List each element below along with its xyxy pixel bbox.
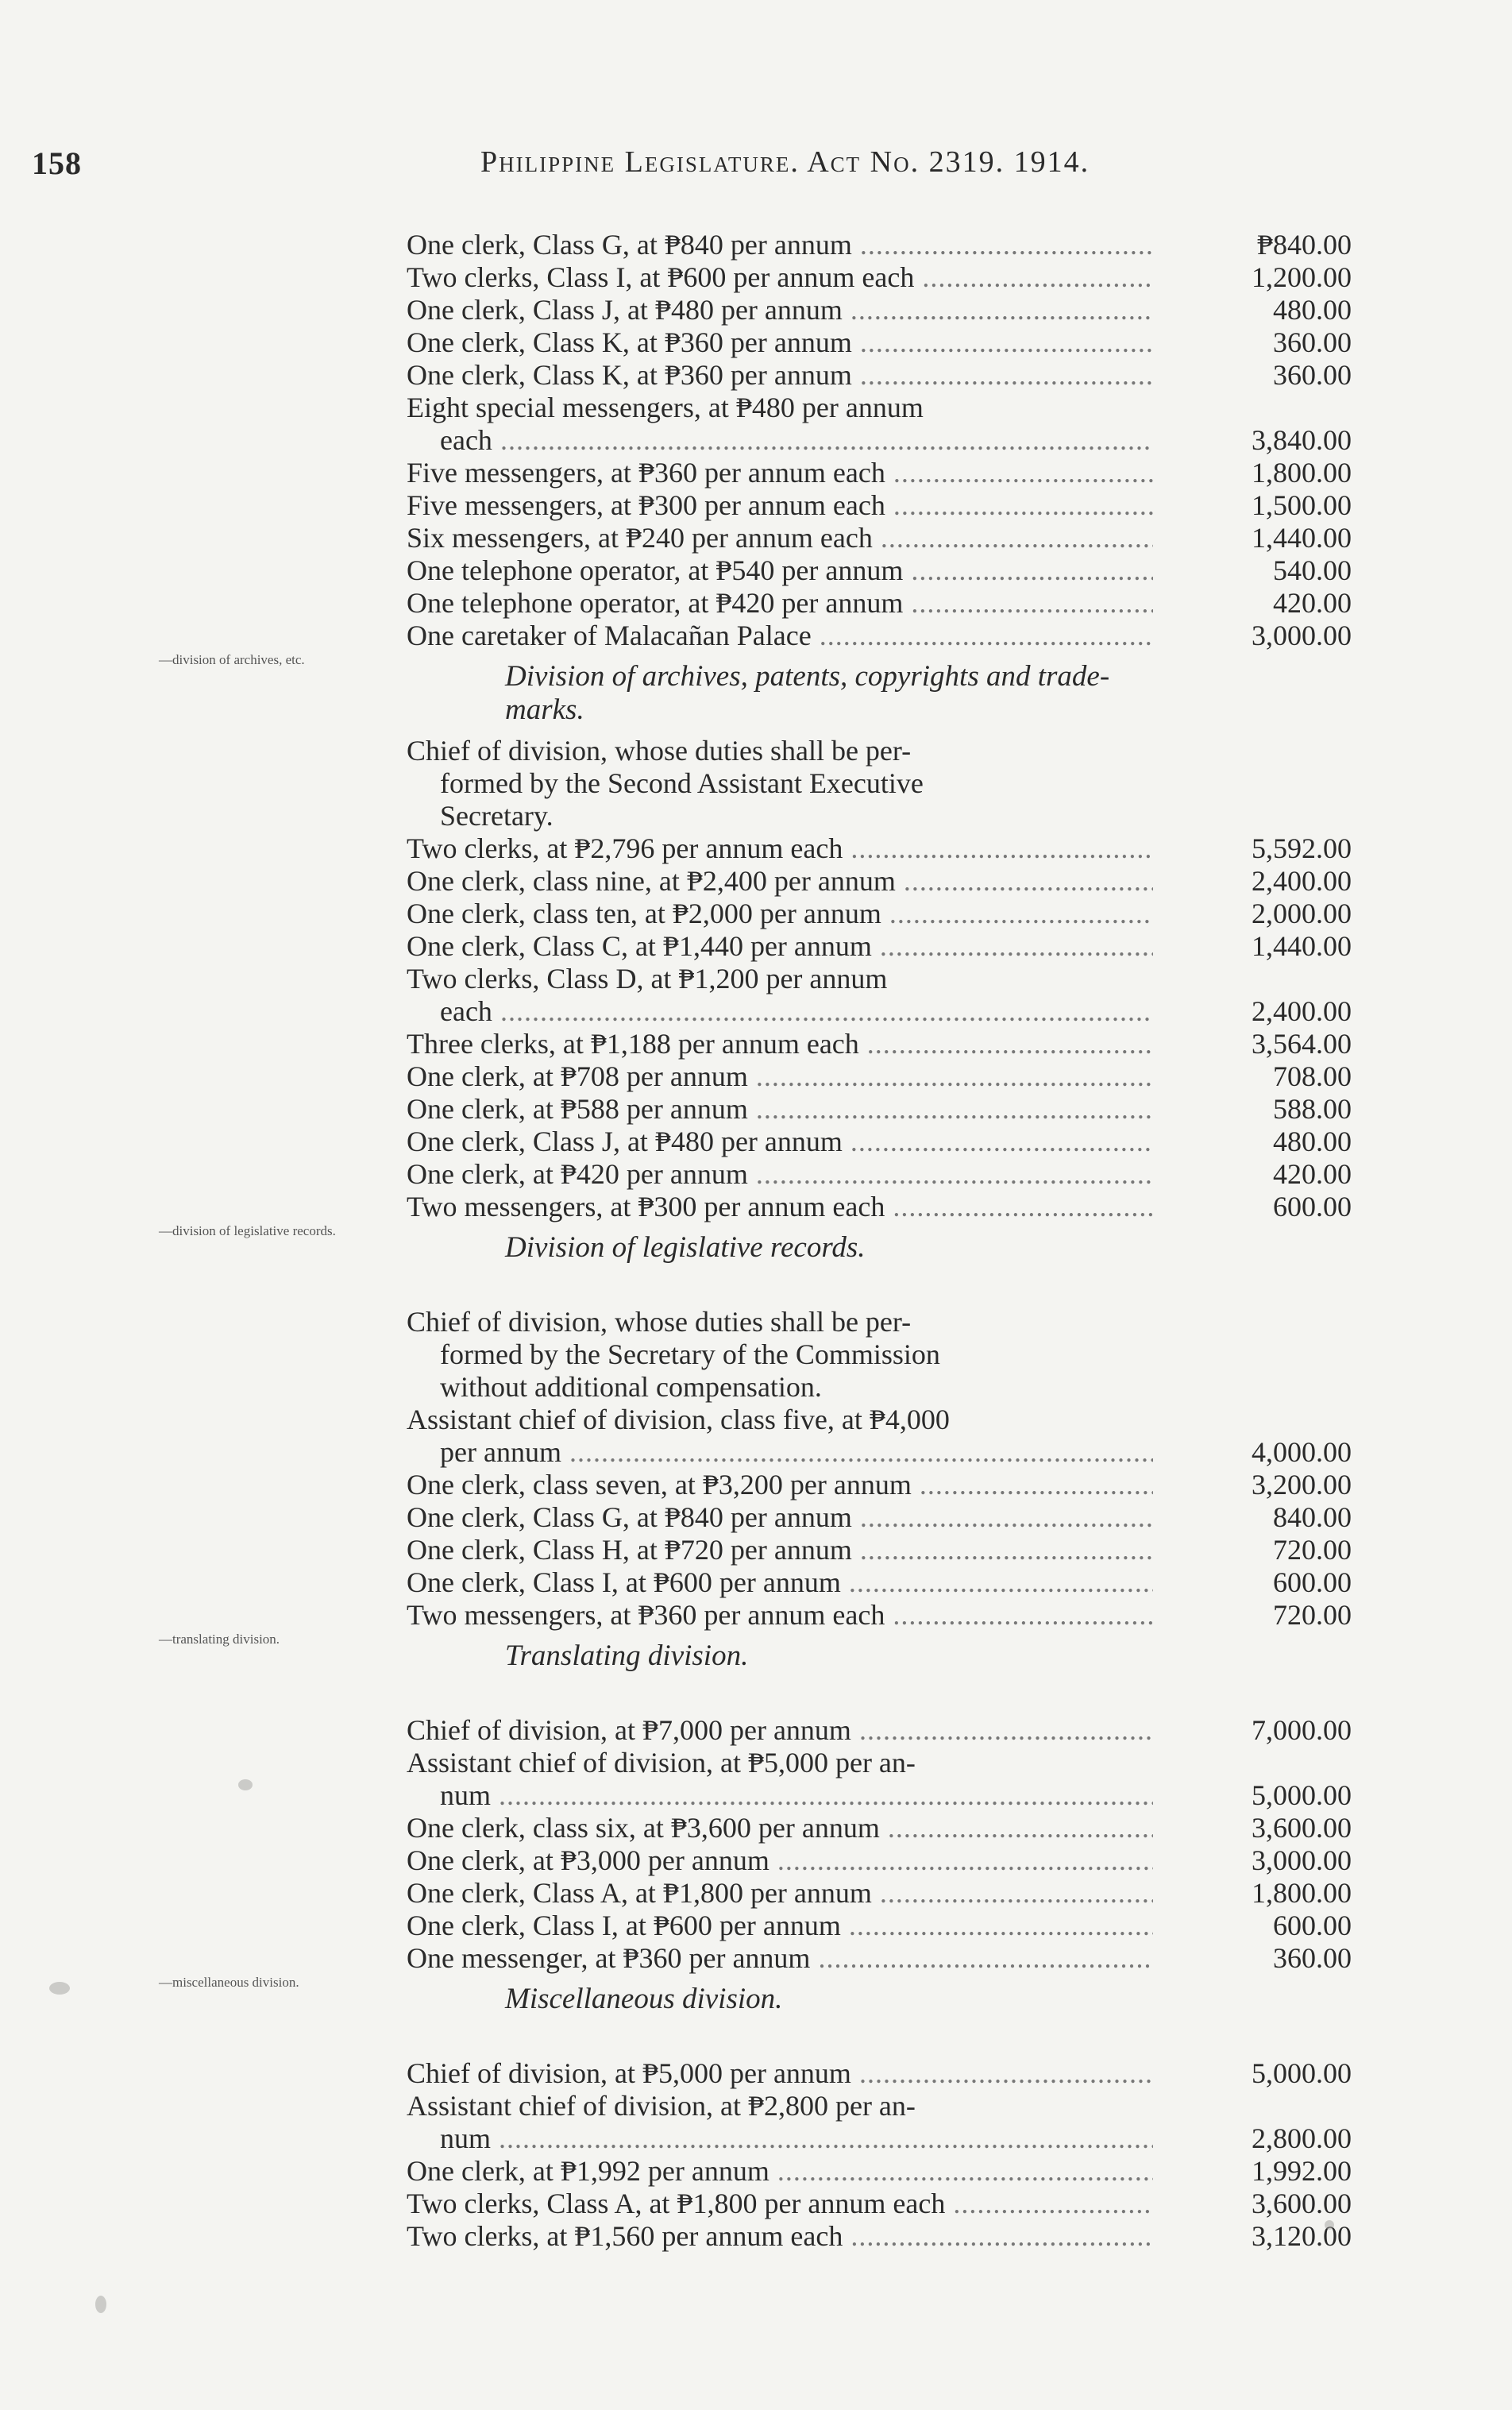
item-text: Two messengers, at ₱300 per annum each ..... xyxy=(407,1191,1153,1223)
appropriation-item xyxy=(0,326,1512,359)
appropriation-item xyxy=(0,2057,1512,2090)
appropriation-item xyxy=(0,2188,1512,2220)
appropriation-item xyxy=(0,2220,1512,2253)
item-text: One clerk, Class G, at ₱840 per annum ..... xyxy=(407,229,1153,261)
item-text: One clerk, class nine, at ₱2,400 per annum ..... xyxy=(407,865,1153,898)
item-text: One clerk, Class G, at ₱840 per annum ..... xyxy=(407,1501,1153,1534)
item-amount: 2,400.00 xyxy=(1252,865,1352,897)
item-amount: 3,600.00 xyxy=(1252,1812,1352,1844)
item-line xyxy=(0,1093,1512,1126)
item-amount: 480.00 xyxy=(1273,294,1352,326)
item-text: Assistant chief of division, class five, at ₱4,000 xyxy=(407,1404,950,1435)
scan-speck xyxy=(49,1982,70,1995)
item-amount: 2,000.00 xyxy=(1252,898,1352,929)
margin-note: —division of legislative records. xyxy=(159,1223,336,1238)
item-text: One clerk, at ₱420 per annum ..... xyxy=(407,1158,1153,1191)
item-amount: 5,000.00 xyxy=(1252,1779,1352,1811)
item-text: Two messengers, at ₱360 per annum each ..... xyxy=(407,1599,1153,1632)
section-title: Division of archives, patents, copyrights and trade-marks. xyxy=(505,660,1110,726)
item-text: Two clerks, at ₱1,560 per annum each ..... xyxy=(407,2220,1153,2253)
item-text: One clerk, Class I, at ₱600 per annum ..... xyxy=(407,1910,1153,1942)
item-amount: 3,600.00 xyxy=(1252,2188,1352,2219)
item-amount: 600.00 xyxy=(1273,1566,1352,1598)
item-amount: 3,120.00 xyxy=(1252,2220,1352,2252)
scan-speck xyxy=(95,2296,106,2313)
item-amount: 360.00 xyxy=(1273,1942,1352,1974)
item-amount: 7,000.00 xyxy=(1252,1714,1352,1746)
page-number: 158 xyxy=(32,145,82,181)
item-text: Chief of division, whose duties shall be per- xyxy=(407,735,912,767)
appropriation-item xyxy=(0,1599,1512,1632)
appropriation-item xyxy=(0,620,1512,652)
margin-note: —division of archives, etc. xyxy=(159,652,305,667)
item-line xyxy=(0,1566,1512,1599)
item-amount: 420.00 xyxy=(1273,1158,1352,1190)
item-amount: 3,000.00 xyxy=(1252,620,1352,651)
item-line xyxy=(0,1126,1512,1158)
item-line xyxy=(0,1910,1512,1942)
item-amount: 720.00 xyxy=(1273,1534,1352,1566)
item-line xyxy=(0,735,1512,767)
item-text: formed by the Secretary of the Commission xyxy=(440,1338,940,1370)
item-text: One clerk, at ₱588 per annum ..... xyxy=(407,1093,1153,1126)
item-line xyxy=(0,1747,1512,1779)
item-line xyxy=(0,1779,1512,1812)
item-line xyxy=(0,898,1512,930)
item-amount: 3,564.00 xyxy=(1252,1028,1352,1060)
item-line xyxy=(0,457,1512,489)
running-title: Philippine Legislature. Act No. 2319. 1914. xyxy=(480,145,1090,179)
item-line xyxy=(0,1877,1512,1910)
item-line xyxy=(0,620,1512,652)
item-line xyxy=(0,359,1512,392)
appropriation-item xyxy=(0,1501,1512,1534)
appropriation-item xyxy=(0,229,1512,261)
appropriation-item xyxy=(0,1093,1512,1126)
item-text: Assistant chief of division, at ₱5,000 per an- xyxy=(407,1747,916,1779)
item-line xyxy=(0,294,1512,326)
item-line xyxy=(0,229,1512,261)
item-amount: 708.00 xyxy=(1273,1060,1352,1092)
item-text: without additional compensation. xyxy=(440,1371,822,1403)
item-amount: 360.00 xyxy=(1273,359,1352,391)
item-text: Two clerks, at ₱2,796 per annum each ..... xyxy=(407,832,1153,865)
section-heading xyxy=(0,1975,1512,2057)
item-line xyxy=(0,2090,1512,2122)
item-line xyxy=(0,963,1512,995)
item-line xyxy=(0,489,1512,522)
item-amount: 360.00 xyxy=(1273,326,1352,358)
item-text: Chief of division, at ₱5,000 per annum ..... xyxy=(407,2057,1153,2090)
appropriation-item xyxy=(0,1028,1512,1060)
item-text: num ..... xyxy=(440,1779,1153,1812)
item-amount: 2,400.00 xyxy=(1252,995,1352,1027)
item-line xyxy=(0,1942,1512,1975)
item-line xyxy=(0,1599,1512,1632)
item-amount: 2,800.00 xyxy=(1252,2122,1352,2154)
item-amount: 4,000.00 xyxy=(1252,1436,1352,1468)
item-amount: 1,440.00 xyxy=(1252,522,1352,554)
item-amount: 1,500.00 xyxy=(1252,489,1352,521)
item-text: One telephone operator, at ₱540 per annum ..... xyxy=(407,554,1153,587)
appropriation-item xyxy=(0,392,1512,457)
item-line xyxy=(0,1844,1512,1877)
item-line xyxy=(0,1158,1512,1191)
item-text: Two clerks, Class A, at ₱1,800 per annum each ..... xyxy=(407,2188,1153,2220)
item-text: formed by the Second Assistant Executive xyxy=(440,767,924,799)
item-text: One clerk, at ₱708 per annum ..... xyxy=(407,1060,1153,1093)
appropriation-item xyxy=(0,1060,1512,1093)
section-title: Division of legislative records. xyxy=(505,1231,866,1264)
appropriation-item xyxy=(0,1910,1512,1942)
item-line xyxy=(0,1714,1512,1747)
section-heading xyxy=(0,652,1512,735)
item-line xyxy=(0,832,1512,865)
item-line xyxy=(0,1338,1512,1371)
item-amount: 1,200.00 xyxy=(1252,261,1352,293)
appropriation-list xyxy=(0,229,1512,2253)
item-amount: 5,000.00 xyxy=(1252,2057,1352,2089)
section-heading xyxy=(0,1223,1512,1306)
item-line xyxy=(0,2220,1512,2253)
item-amount: ₱840.00 xyxy=(1256,229,1352,261)
item-line xyxy=(0,800,1512,832)
item-text: each ..... xyxy=(440,424,1153,457)
item-text: One clerk, Class J, at ₱480 per annum ..... xyxy=(407,294,1153,326)
appropriation-item xyxy=(0,1942,1512,1975)
item-line xyxy=(0,522,1512,554)
item-line xyxy=(0,1404,1512,1436)
appropriation-item xyxy=(0,1534,1512,1566)
item-line xyxy=(0,865,1512,898)
item-text: Five messengers, at ₱300 per annum each ..... xyxy=(407,489,1153,522)
appropriation-item xyxy=(0,963,1512,1028)
item-amount: 1,800.00 xyxy=(1252,457,1352,489)
item-amount: 1,800.00 xyxy=(1252,1877,1352,1909)
item-text: One clerk, at ₱1,992 per annum ..... xyxy=(407,2155,1153,2188)
item-text: One clerk, Class C, at ₱1,440 per annum ..... xyxy=(407,930,1153,963)
appropriation-item xyxy=(0,1714,1512,1747)
page-header xyxy=(32,145,1350,192)
item-text: One clerk, at ₱3,000 per annum ..... xyxy=(407,1844,1153,1877)
item-line xyxy=(0,1028,1512,1060)
item-amount: 1,440.00 xyxy=(1252,930,1352,962)
item-line xyxy=(0,2122,1512,2155)
item-line xyxy=(0,392,1512,424)
item-line xyxy=(0,1306,1512,1338)
item-line xyxy=(0,1501,1512,1534)
scan-speck xyxy=(238,1779,253,1790)
item-text: Six messengers, at ₱240 per annum each ..... xyxy=(407,522,1153,554)
appropriation-item xyxy=(0,1469,1512,1501)
appropriation-item xyxy=(0,898,1512,930)
appropriation-item xyxy=(0,865,1512,898)
item-amount: 540.00 xyxy=(1273,554,1352,586)
item-line xyxy=(0,587,1512,620)
appropriation-item xyxy=(0,2155,1512,2188)
appropriation-item xyxy=(0,522,1512,554)
item-line xyxy=(0,1469,1512,1501)
item-text: One messenger, at ₱360 per annum ..... xyxy=(407,1942,1153,1975)
item-line xyxy=(0,1534,1512,1566)
item-text: Five messengers, at ₱360 per annum each ..... xyxy=(407,457,1153,489)
scan-speck xyxy=(1325,2220,1334,2230)
item-amount: 3,000.00 xyxy=(1252,1844,1352,1876)
item-amount: 5,592.00 xyxy=(1252,832,1352,864)
item-text: Assistant chief of division, at ₱2,800 per an- xyxy=(407,2090,916,2122)
item-line xyxy=(0,326,1512,359)
item-line xyxy=(0,1436,1512,1469)
appropriation-item xyxy=(0,1747,1512,1812)
item-text: each ..... xyxy=(440,995,1153,1028)
section-title: Translating division. xyxy=(505,1639,749,1672)
item-text: Eight special messengers, at ₱480 per annum xyxy=(407,392,924,423)
item-amount: 600.00 xyxy=(1273,1191,1352,1222)
appropriation-item xyxy=(0,832,1512,865)
section-title: Miscellaneous division. xyxy=(505,1983,783,2015)
item-text: One telephone operator, at ₱420 per annum ..... xyxy=(407,587,1153,620)
item-text: One clerk, class six, at ₱3,600 per annum ..... xyxy=(407,1812,1153,1844)
item-line xyxy=(0,261,1512,294)
appropriation-item xyxy=(0,1306,1512,1404)
item-line xyxy=(0,2057,1512,2090)
appropriation-item xyxy=(0,1191,1512,1223)
appropriation-item xyxy=(0,261,1512,294)
item-text: One clerk, Class K, at ₱360 per annum ..... xyxy=(407,359,1153,392)
item-line xyxy=(0,424,1512,457)
margin-note: —miscellaneous division. xyxy=(159,1975,299,1990)
item-text: One clerk, Class J, at ₱480 per annum ..... xyxy=(407,1126,1153,1158)
appropriation-item xyxy=(0,489,1512,522)
appropriation-item xyxy=(0,2090,1512,2155)
appropriation-item xyxy=(0,587,1512,620)
item-text: One clerk, Class H, at ₱720 per annum ..... xyxy=(407,1534,1153,1566)
item-text: One clerk, Class K, at ₱360 per annum ..... xyxy=(407,326,1153,359)
appropriation-item xyxy=(0,554,1512,587)
item-text: Three clerks, at ₱1,188 per annum each ..... xyxy=(407,1028,1153,1060)
item-line xyxy=(0,2155,1512,2188)
margin-note: —translating division. xyxy=(159,1632,280,1647)
item-line xyxy=(0,1812,1512,1844)
appropriation-item xyxy=(0,294,1512,326)
item-line xyxy=(0,1191,1512,1223)
item-line xyxy=(0,767,1512,800)
item-amount: 588.00 xyxy=(1273,1093,1352,1125)
item-line xyxy=(0,1060,1512,1093)
item-amount: 1,992.00 xyxy=(1252,2155,1352,2187)
item-amount: 3,840.00 xyxy=(1252,424,1352,456)
appropriation-item xyxy=(0,457,1512,489)
appropriation-item xyxy=(0,359,1512,392)
item-text: One caretaker of Malacañan Palace ..... xyxy=(407,620,1153,652)
appropriation-item xyxy=(0,1566,1512,1599)
item-amount: 600.00 xyxy=(1273,1910,1352,1941)
item-text: per annum ..... xyxy=(440,1436,1153,1469)
appropriation-item xyxy=(0,1404,1512,1469)
item-text: One clerk, Class I, at ₱600 per annum ..... xyxy=(407,1566,1153,1599)
item-text: One clerk, class ten, at ₱2,000 per annum ..... xyxy=(407,898,1153,930)
item-text: Chief of division, at ₱7,000 per annum ..... xyxy=(407,1714,1153,1747)
item-amount: 720.00 xyxy=(1273,1599,1352,1631)
appropriation-item xyxy=(0,735,1512,832)
appropriation-item xyxy=(0,1844,1512,1877)
item-amount: 480.00 xyxy=(1273,1126,1352,1157)
item-amount: 420.00 xyxy=(1273,587,1352,619)
item-line xyxy=(0,1371,1512,1404)
item-text: One clerk, Class A, at ₱1,800 per annum ..... xyxy=(407,1877,1153,1910)
item-amount: 3,200.00 xyxy=(1252,1469,1352,1500)
appropriation-item xyxy=(0,1812,1512,1844)
item-line xyxy=(0,2188,1512,2220)
section-heading xyxy=(0,1632,1512,1714)
item-text: Two clerks, Class I, at ₱600 per annum each ..... xyxy=(407,261,1153,294)
appropriation-item xyxy=(0,1158,1512,1191)
item-text: One clerk, class seven, at ₱3,200 per annum ..... xyxy=(407,1469,1153,1501)
item-text: Secretary. xyxy=(440,800,554,832)
appropriation-item xyxy=(0,1126,1512,1158)
appropriation-item xyxy=(0,1877,1512,1910)
item-text: Two clerks, Class D, at ₱1,200 per annum xyxy=(407,963,888,995)
item-line xyxy=(0,554,1512,587)
item-line xyxy=(0,930,1512,963)
item-amount: 840.00 xyxy=(1273,1501,1352,1533)
item-text: num ..... xyxy=(440,2122,1153,2155)
item-text: Chief of division, whose duties shall be per- xyxy=(407,1306,912,1338)
item-line xyxy=(0,995,1512,1028)
appropriation-item xyxy=(0,930,1512,963)
